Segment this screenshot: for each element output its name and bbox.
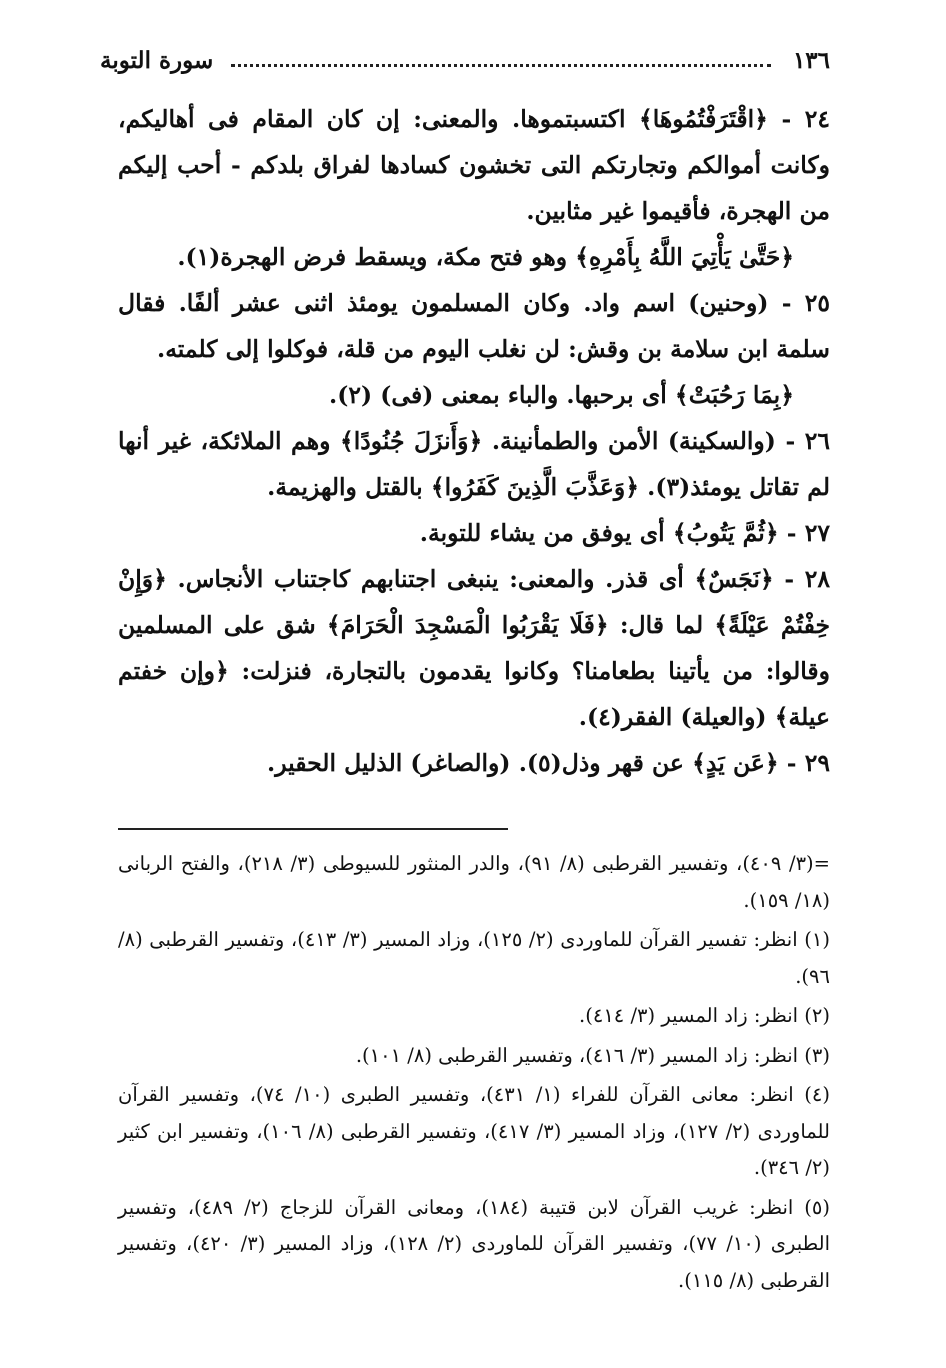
footnote-5: (٥) انظر: غريب القرآن لابن قتيبة (١٨٤)، ومعانى القرآن للزجاج (٢/ ٤٨٩)، وتفسير الطبرى (١٠/ ٧٧)، وتفسير القرآن للماوردى (٢/ ١٢٨)، وزاد المسير (٣/ ٤٢٠)، وتفسير القرطبى (٨/ ١١٥). bbox=[118, 1195, 831, 1292]
paragraph-verse-28: ٢٨ - ﴿نَجَسٌ﴾ أى قذر. والمعنى: ينبغى اجتنابهم كاجتناب الأنجاس. ﴿وَإِنْ خِفْتُمْ عَيْلَةً﴾ لما قال: ﴿فَلَا يَقْرَبُوا الْمَسْجِدَ الْحَرَامَ﴾ شق على المسلمين وقالوا: من يأتينا بطعامنا؟ وكانوا يقدمون بالتجارة، فنزلت: ﴿وإن خفتم عيلة﴾ (والعيلة) الفقر(٤). bbox=[118, 565, 830, 731]
running-header bbox=[100, 40, 830, 80]
page-number: ١٣٦ bbox=[792, 46, 830, 74]
footnotes bbox=[118, 846, 830, 1302]
footnote-1: (١) انظر: تفسير القرآن للماوردى (٢/ ١٢٥)، وزاد المسير (٣/ ٤١٣)، وتفسير القرطبى (٨/ ٩٦). bbox=[118, 928, 830, 988]
paragraph-verse-29: ٢٩ - ﴿عَن يَدٍ﴾ عن قهر وذل(٥). (والصاغر) الذليل الحقير. bbox=[267, 749, 830, 777]
main-text bbox=[118, 96, 830, 786]
sura-title: سورة التوبة bbox=[100, 46, 214, 74]
paragraph-verse-25-cont: ﴿بِمَا رَحُبَتْ﴾ أى برحبها. والباء بمعنى (فى) (٢). bbox=[329, 381, 794, 409]
paragraph-verse-26: ٢٦ - (والسكينة) الأمن والطمأنينة. ﴿وَأَنزَلَ جُنُودًا﴾ وهم الملائكة، غير أنها لم تقاتل يومئذ(٣). ﴿وَعَذَّبَ الَّذِينَ كَفَرُوا﴾ بالقتل والهزيمة. bbox=[118, 427, 830, 501]
header-dotted-leader bbox=[231, 64, 771, 67]
paragraph-verse-24: ٢٤ - ﴿اقْتَرَفْتُمُوهَا﴾ اكتسبتموها. والمعنى: إن كان المقام فى أهاليكم، وكانت أموالكم وتجارتكم التى تخشون كسادها لفراق بلدكم - أحب إليكم من الهجرة، فأقيموا غير مثابين. bbox=[118, 105, 830, 225]
paragraph-verse-25: ٢٥ - (وحنين) اسم واد. وكان المسلمون يومئذ اثنى عشر ألفًا. فقال سلمة ابن سلامة بن وقش: لن نغلب اليوم من قلة، فوكلوا إلى كلمته. bbox=[118, 289, 830, 363]
paragraph-verse-24-cont: ﴿حَتَّىٰ يَأْتِيَ اللَّهُ بِأَمْرِهِ﴾ وهو فتح مكة، ويسقط فرض الهجرة(١). bbox=[177, 243, 794, 271]
footnote-4: (٤) انظر: معانى القرآن للفراء (١/ ٤٣١)، وتفسير الطبرى (١٠/ ٧٤)، وتفسير القرآن للماوردى (٢/ ١٢٧)، وزاد المسير (٣/ ٤١٧)، وتفسير القرطبى (٨/ ١٠٦)، وتفسير ابن كثير (٢/ ٣٤٦). bbox=[118, 1083, 830, 1179]
paragraph-verse-27: ٢٧ - ﴿ثُمَّ يَتُوبُ﴾ أى يوفق من يشاء للتوبة. bbox=[419, 519, 830, 547]
footnote-3: (٣) انظر: زاد المسير (٣/ ٤١٦)، وتفسير القرطبى (٨/ ١٠١). bbox=[355, 1043, 830, 1067]
footnote-2: (٢) انظر: زاد المسير (٣/ ٤١٤). bbox=[579, 1004, 830, 1027]
footnote-continuation: =(٣/ ٤٠٩)، وتفسير القرطبى (٨/ ٩١)، والدر المنثور للسيوطى (٣/ ٢١٨)، والفتح الربانى (١٨/ ١٥٩). bbox=[118, 852, 830, 912]
footnote-separator bbox=[118, 828, 508, 830]
